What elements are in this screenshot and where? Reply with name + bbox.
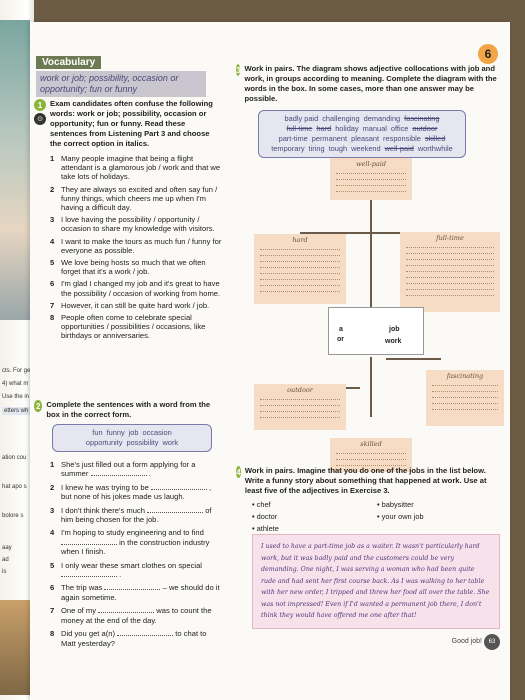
exercise-3 (236, 64, 498, 158)
answer-blank[interactable] (98, 606, 154, 613)
adjective-item: part-time (278, 134, 308, 143)
item-number: 4 (50, 236, 55, 246)
exercise-items (34, 154, 222, 341)
sentence-number: 2 (50, 482, 55, 492)
adjective-item: office (390, 124, 409, 133)
sentence-item (50, 561, 222, 580)
exercise-instruction: Work in pairs. The diagram shows adjective collocations with job and work, in groups according to meaning. Complete the diagram with the words in the box. In some cases, more than one answer may be possible. (244, 64, 497, 103)
adjective-item: temporary (271, 144, 305, 153)
item-number: 6 (50, 279, 55, 289)
sentence-text: I knew he was trying to be , but none of his jokes made us laugh. (61, 482, 212, 502)
diagram-box-full-time (400, 232, 500, 312)
item-number: 5 (50, 258, 55, 268)
adjective-item: manual (362, 124, 387, 133)
word-box-item: occasion (142, 428, 172, 437)
adjective-item: skilled (424, 134, 446, 143)
diagram-center-box (328, 307, 424, 355)
diagram-box-label: well-paid (355, 160, 387, 168)
exercise-number: 1 (34, 99, 46, 111)
left-page-sliver (0, 0, 34, 700)
item-number: 3 (50, 215, 55, 225)
adjective-item: fascinating (404, 114, 440, 123)
job-item: • chef (252, 500, 377, 509)
diagram-box-hard (254, 234, 346, 304)
answer-blank[interactable] (61, 538, 117, 545)
left-fragment: is (2, 569, 7, 575)
diagram-box-label: outdoor (287, 386, 313, 394)
vocabulary-section (36, 52, 224, 97)
exercise-item (50, 154, 222, 182)
adjective-item: demanding (363, 114, 401, 123)
answer-blank[interactable] (151, 483, 207, 490)
sentence-number: 1 (50, 460, 55, 469)
answer-blank[interactable] (61, 570, 117, 577)
sentence-text: I don't think there's much of him being chosen for the job. (61, 505, 212, 525)
item-number: 8 (50, 313, 55, 323)
sentence-text: Did you get a(n) to chat to Matt yesterday? (61, 629, 207, 648)
exam-tip-icon: ⊙ (34, 113, 46, 125)
exercise-1 (34, 99, 222, 344)
adjective-item: badly paid (284, 114, 319, 123)
exercise-item (50, 258, 222, 276)
left-fragment: cts. For ge (2, 368, 31, 374)
diagram-box-well-paid (330, 158, 412, 200)
item-text: However, it can still be quite hard work / job. (61, 300, 210, 310)
exercise-number: 2 (35, 401, 41, 411)
exercise-4 (236, 466, 502, 533)
left-fragment: hat apo s (2, 484, 27, 490)
left-fragment: ad (2, 557, 9, 563)
diagram-box-label: full-time (436, 234, 464, 242)
exercise-2 (34, 400, 222, 652)
job-list (252, 500, 502, 533)
good-job-label: Good job! (451, 638, 482, 645)
item-text: People often come to celebrate special opportunities / possibilities / occasions, like birthdays or anniversaries. (61, 313, 206, 341)
job-item: • doctor (252, 512, 377, 521)
item-text: I want to make the tours as much fun / funny for everyone as possible. (61, 236, 222, 255)
sentence-number: 8 (50, 629, 55, 639)
center-job: job (389, 326, 400, 333)
diagram-box-label: skilled (360, 440, 382, 448)
exercise-item (50, 237, 222, 255)
diagram-box-outdoor (254, 384, 346, 430)
sentence-number: 5 (50, 560, 55, 570)
item-number: 7 (50, 300, 55, 310)
answer-blank[interactable] (91, 469, 147, 476)
adjective-item: responsible (383, 134, 421, 143)
answer-blank[interactable] (147, 506, 203, 513)
job-item: • athlete (252, 524, 377, 533)
item-text: We love being hosts so much that we often forget that it's a work / job. (61, 258, 206, 277)
diagram-connector (386, 358, 441, 360)
word-box-item: work (162, 438, 179, 447)
word-box-item: funny (106, 428, 125, 437)
left-fragment: aay (2, 545, 12, 551)
adjective-item: challenging (322, 114, 360, 123)
vocabulary-title: Vocabulary (36, 56, 101, 69)
sentence-text: The trip was – we should do it again sometime. (61, 583, 220, 602)
left-fragment: Use the in (2, 394, 30, 400)
word-box-item: possibility (126, 438, 159, 447)
textbook-page (30, 22, 510, 700)
exercise-number: 4 (236, 467, 241, 477)
left-page-photo (0, 20, 30, 320)
exercise-item (50, 301, 222, 310)
center-a: a (339, 326, 343, 333)
sentence-item (50, 583, 222, 602)
item-text: They are always so excited and often say fun / funny things, which cheers me up when I'm having a difficult day. (61, 184, 218, 213)
sentence-item (50, 528, 222, 556)
unit-badge: 6 (478, 44, 498, 64)
exercise-instruction: Complete the sentences with a word from the box in the correct form. (46, 400, 211, 419)
sentence-text: One of my was to count the money at the end of the day. (61, 606, 212, 625)
adjective-item: well-paid (384, 144, 414, 153)
model-story: I used to have a part-time job as a waiter. It wasn't particularly hard work, but it was badly paid and the customers could be very demanding. One night, I was serving a woman who had been quite rude and had sent her first course back. As I was walking to her table with her new order, I tripped and threw her food all over the table. She was not impressed! Even if I'd wanted a permanent job there, I don't think they would have offered me one after that! (252, 534, 500, 629)
word-box (52, 424, 212, 452)
left-fragment: 4) what m (2, 381, 29, 387)
vocabulary-subtitle: work or job; possibility, occasion or opportunity; fun or funny (36, 71, 206, 97)
exercise-item (50, 279, 222, 297)
exercise-sentences (34, 460, 222, 648)
adjective-item: weekend (351, 144, 381, 153)
adjective-item: worthwhile (417, 144, 453, 153)
sentence-number: 6 (50, 583, 55, 593)
item-text: I'm glad I changed my job and it's great to have the possibility / occasion of working from home. (61, 279, 221, 298)
left-fragment: bolore s (2, 513, 24, 519)
left-page-photo-bottom (0, 600, 30, 695)
diagram-connector (370, 194, 372, 309)
sentence-number: 3 (50, 505, 55, 515)
item-number: 2 (50, 184, 55, 194)
center-or: or (337, 336, 344, 343)
item-text: Many people imagine that being a flight attendant is a glamorous job / work and that we take lots of holidays. (61, 154, 221, 182)
page-number: 63 (484, 634, 500, 650)
adjective-item: outdoor (412, 124, 438, 133)
sentence-number: 7 (50, 606, 55, 616)
sentence-item (50, 483, 222, 502)
sentence-item (50, 460, 222, 479)
word-box-item: fun (92, 428, 103, 437)
exercise-instruction: Work in pairs. Imagine that you do one of the jobs in the list below. Write a funny story about something that happened at work. Use at least five of the adjectives in Exercise 3. (244, 466, 487, 495)
left-fragment: ation cou (2, 455, 27, 461)
sentence-item (50, 606, 222, 625)
job-item: • your own job (377, 512, 502, 521)
answer-blank[interactable] (104, 583, 160, 590)
adjective-item: tiring (308, 144, 325, 153)
adjective-item: permanent (311, 134, 348, 143)
adjective-item: pleasant (351, 134, 380, 143)
diagram-connector (370, 357, 372, 417)
item-text: I love having the possibility / opportunity / occasion to share my knowledge with visitors. (61, 215, 215, 234)
exercise-number: 3 (236, 65, 241, 75)
sentence-text: I only wear these smart clothes on special . (61, 560, 202, 580)
exercise-item (50, 313, 222, 341)
item-number: 1 (50, 154, 55, 163)
adjective-box (258, 110, 466, 158)
adjective-item: hard (316, 124, 332, 133)
sentence-item (50, 629, 222, 648)
left-fragment: etters wh (4, 408, 29, 414)
diagram-box-label: fascinating (446, 372, 484, 380)
exercise-item (50, 215, 222, 233)
word-box-item: job (128, 428, 139, 437)
sentence-text: She's just filled out a form applying for a summer . (61, 460, 196, 479)
sentence-text: I'm hoping to study engineering and to find in the construction industry when I finish. (61, 528, 210, 557)
job-item: • babysitter (377, 500, 502, 509)
exercise-instruction: Exam candidates often confuse the following words: work or job; possibility, occasion or opportunity; fun or funny. Read these sentences from Listening Part 3 and choose the correct option in italics. (50, 99, 213, 148)
collocation-diagram (236, 162, 506, 462)
diagram-box-fascinating (426, 370, 504, 426)
word-box-item: opportunity (85, 438, 123, 447)
answer-blank[interactable] (117, 629, 173, 636)
sentence-item (50, 506, 222, 525)
center-work: work (385, 338, 402, 345)
diagram-box-label: hard (292, 236, 308, 244)
sentence-number: 4 (50, 528, 55, 538)
adjective-item: holiday (335, 124, 359, 133)
adjective-item: tough (328, 144, 348, 153)
adjective-item: full-time (286, 124, 313, 133)
exercise-item (50, 185, 222, 213)
